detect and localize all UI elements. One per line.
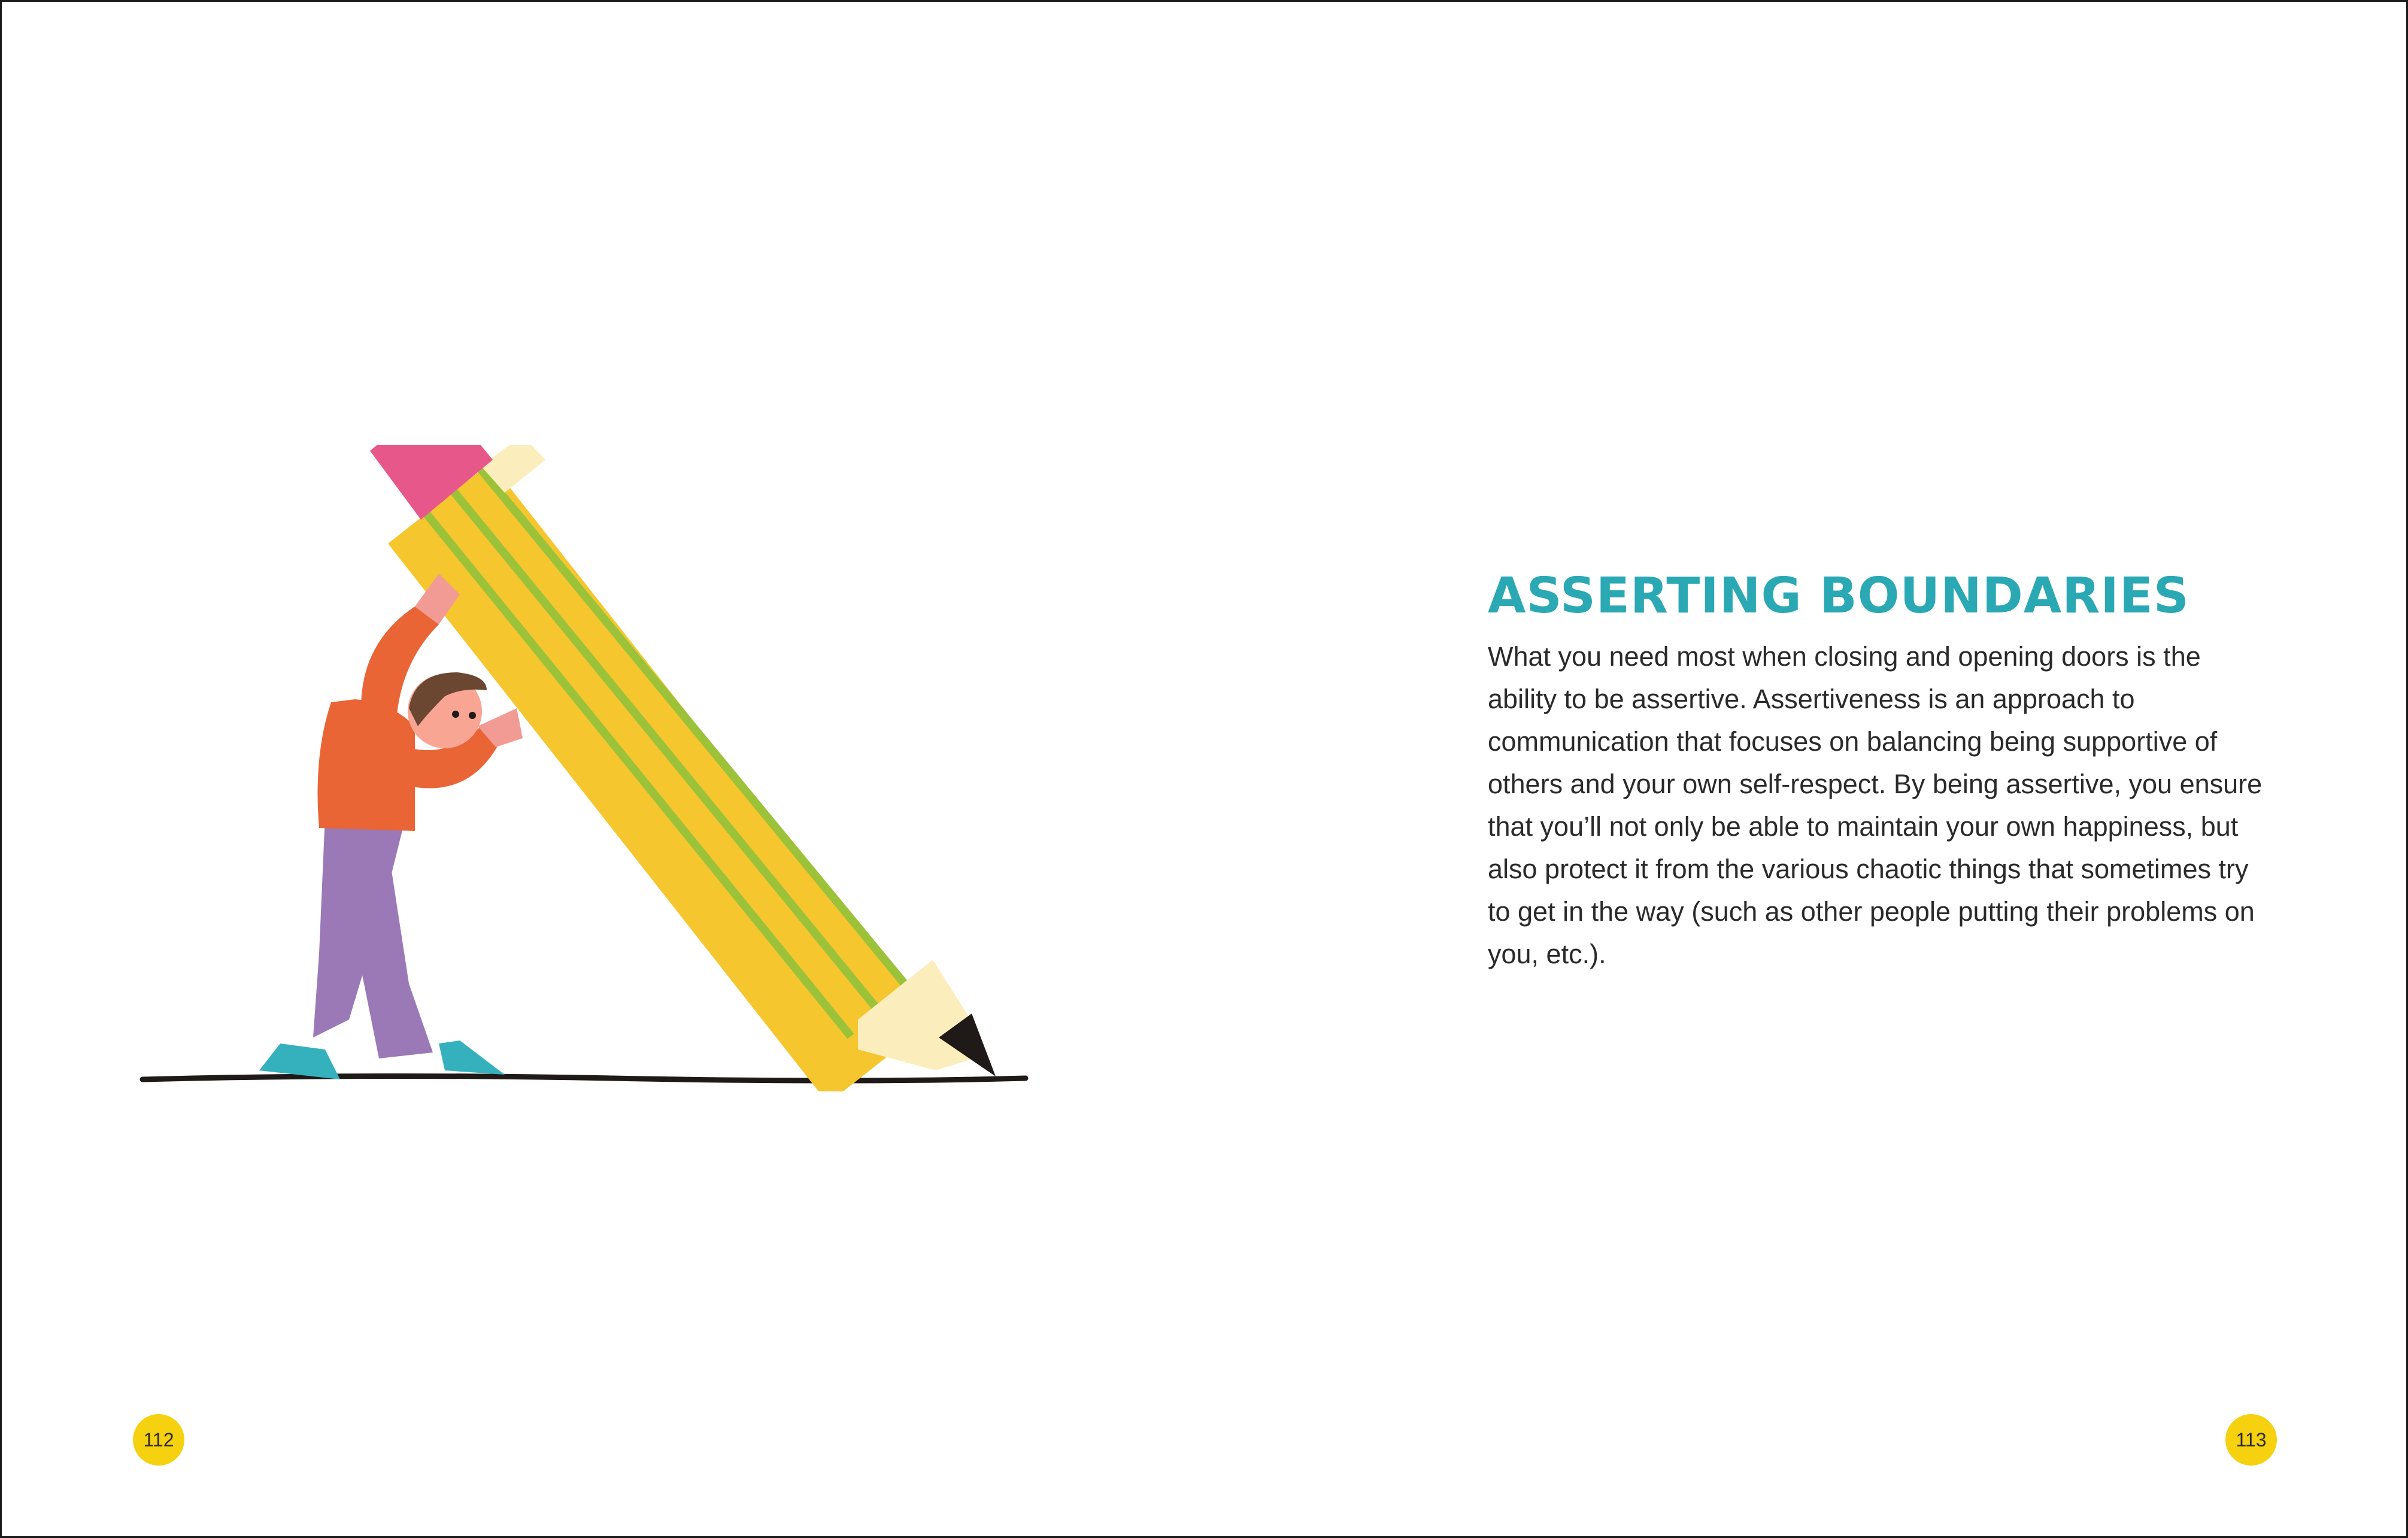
page-number-right: 113 <box>2225 1414 2277 1466</box>
body-paragraph: What you need most when closing and opening doors is the ability to be assertive. Assertiveness is an approach to communication that focuses on balancing being supportive of others and your own self-respect. By being assertive, you ensure that you’ll not only be able to maintain your own happiness, but also protect it from the various chaotic things that sometimes try to get in the way (such as other people putting their problems on you, etc.). <box>1488 641 2263 969</box>
section-heading: ASSERTING BOUNDARIES <box>1488 568 2189 624</box>
page-number-left: 112 <box>133 1414 184 1466</box>
pencil-illustration <box>134 445 1044 1091</box>
ground-line <box>142 1076 1026 1081</box>
